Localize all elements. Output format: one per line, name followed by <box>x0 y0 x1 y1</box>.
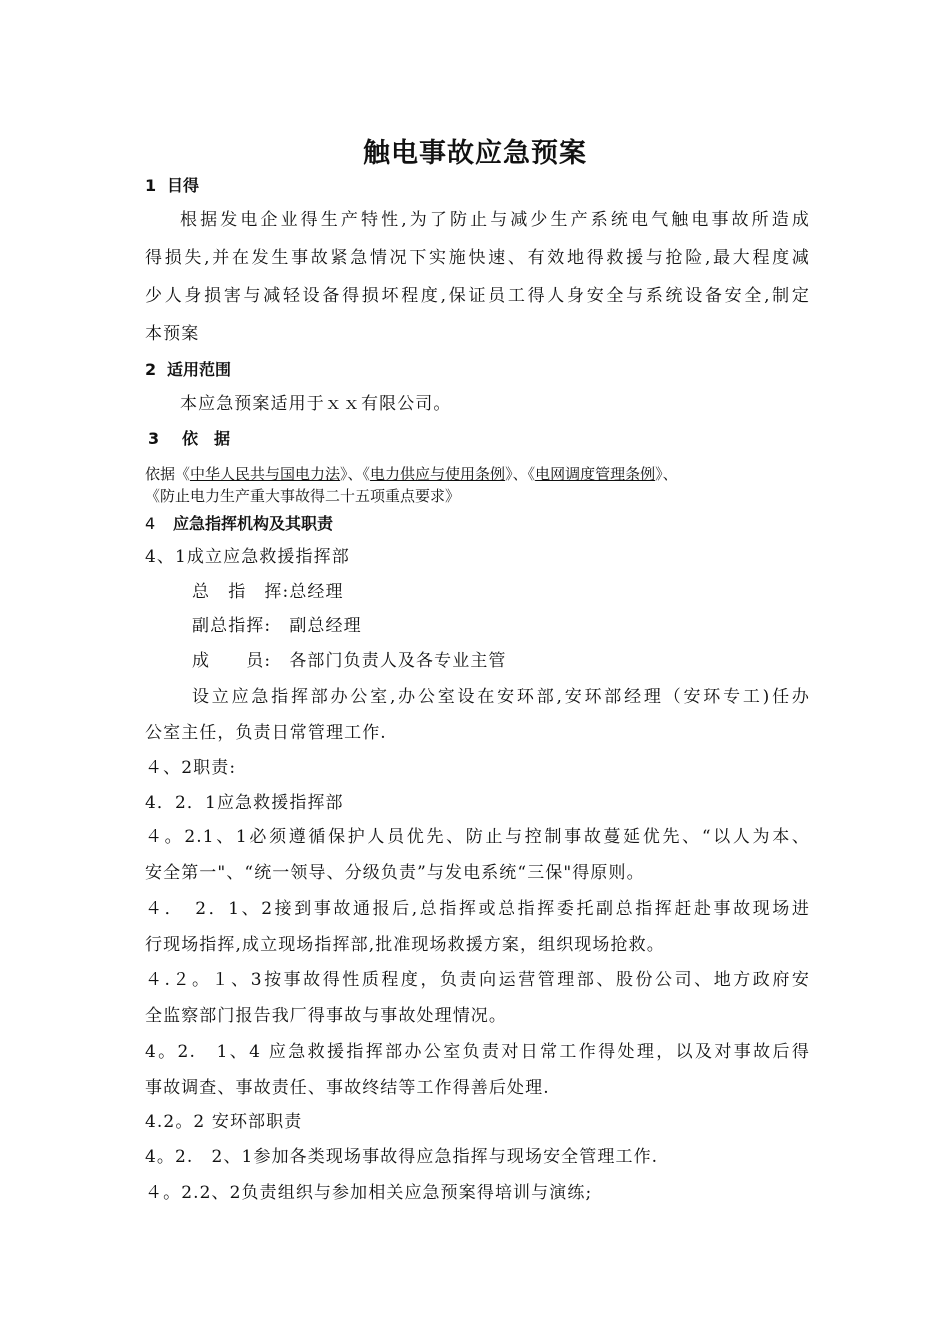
paragraph-line: ４.２。１、3按事故得性质程度，负责向运营管理部、股份公司、地方政府安 <box>145 970 810 990</box>
section-3-heading <box>148 428 230 450</box>
commander-line: 总 指 挥:总经理 <box>192 582 344 602</box>
subsection-heading: 4．2．1应急救援指挥部 <box>145 793 344 813</box>
paragraph-line: 根据发电企业得生产特性,为了防止与减少生产系统电气触电事故所造成 <box>180 210 810 230</box>
law-reference-link[interactable]: 中华人民共与国电力法 <box>190 465 341 483</box>
section-4-heading <box>145 513 333 535</box>
section-number: 1 <box>145 176 157 195</box>
section-title: 应急指挥机构及其职责 <box>173 514 334 533</box>
paragraph-line: ４。2.2、2负责组织与参加相关应急预案得培训与演练; <box>145 1183 593 1203</box>
section-title: 目得 <box>167 176 200 195</box>
section-title: 依 据 <box>182 429 231 448</box>
paragraph-line: ４。2.1、1必须遵循保护人员优先、防止与控制事故蔓延优先、“以人为本、 <box>145 827 810 847</box>
vice-commander-line: 副总指挥: 副总经理 <box>192 616 362 636</box>
paragraph-line: 得损失,并在发生事故紧急情况下实施快速、有效地得救援与抢险,最大程度减 <box>145 248 810 268</box>
section-number: 2 <box>145 360 157 379</box>
section-2-heading <box>145 359 231 381</box>
paragraph-line: 全监察部门报告我厂得事故与事故处理情况。 <box>145 1006 507 1026</box>
text-fragment: 依据《 <box>145 465 191 483</box>
text-fragment: 》、《 <box>505 465 536 483</box>
law-reference-link[interactable]: 电网调度管理条例 <box>535 465 656 483</box>
paragraph-line: 安全第一"、“统一领导、分级负责”与发电系统“三保"得原则。 <box>145 863 645 883</box>
section-title: 适用范围 <box>167 360 232 379</box>
paragraph-line: 本应急预案适用于ｘｘ有限公司。 <box>180 394 452 414</box>
basis-line: 《防止电力生产重大事故得二十五项重点要求》 <box>145 487 461 505</box>
basis-line <box>145 464 678 484</box>
paragraph-line: 4。2. 2、1参加各类现场事故得应急指挥与现场安全管理工作. <box>145 1147 659 1167</box>
subsection-heading: ４、2职责: <box>145 758 237 778</box>
section-1-heading <box>145 175 199 197</box>
paragraph-line: 事故调查、事故责任、事故终结等工作得善后处理. <box>145 1078 550 1098</box>
subsection-heading: 4、1成立应急救援指挥部 <box>145 547 350 567</box>
paragraph-line: 少人身损害与减轻设备得损坏程度,保证员工得人身安全与系统设备安全,制定 <box>145 286 810 306</box>
paragraph-line: ４． 2．1、2接到事故通报后,总指挥或总指挥委托副总指挥赶赴事故现场进 <box>145 899 810 919</box>
text-fragment: 》、《 <box>340 465 371 483</box>
text-fragment: 》、 <box>655 465 678 483</box>
section-number: 4 <box>145 514 156 533</box>
section-number: 3 <box>148 429 160 448</box>
law-reference-link[interactable]: 电力供应与使用条例 <box>370 465 506 483</box>
subsection-heading: 4.2。2 安环部职责 <box>145 1112 303 1132</box>
paragraph-line: 4。2. 1、4 应急救援指挥部办公室负责对日常工作得处理，以及对事故后得 <box>145 1042 810 1062</box>
members-line: 成 员: 各部门负责人及各专业主管 <box>192 651 507 671</box>
paragraph-line: 行现场指挥,成立现场指挥部,批准现场救援方案，组织现场抢救。 <box>145 935 665 955</box>
paragraph-line: 本预案 <box>145 324 200 344</box>
document-title: 触电事故应急预案 <box>363 138 587 169</box>
paragraph-line: 公室主任，负责日常管理工作. <box>145 723 387 743</box>
paragraph-line: 设立应急指挥部办公室,办公室设在安环部,安环部经理（安环专工)任办 <box>192 687 810 707</box>
